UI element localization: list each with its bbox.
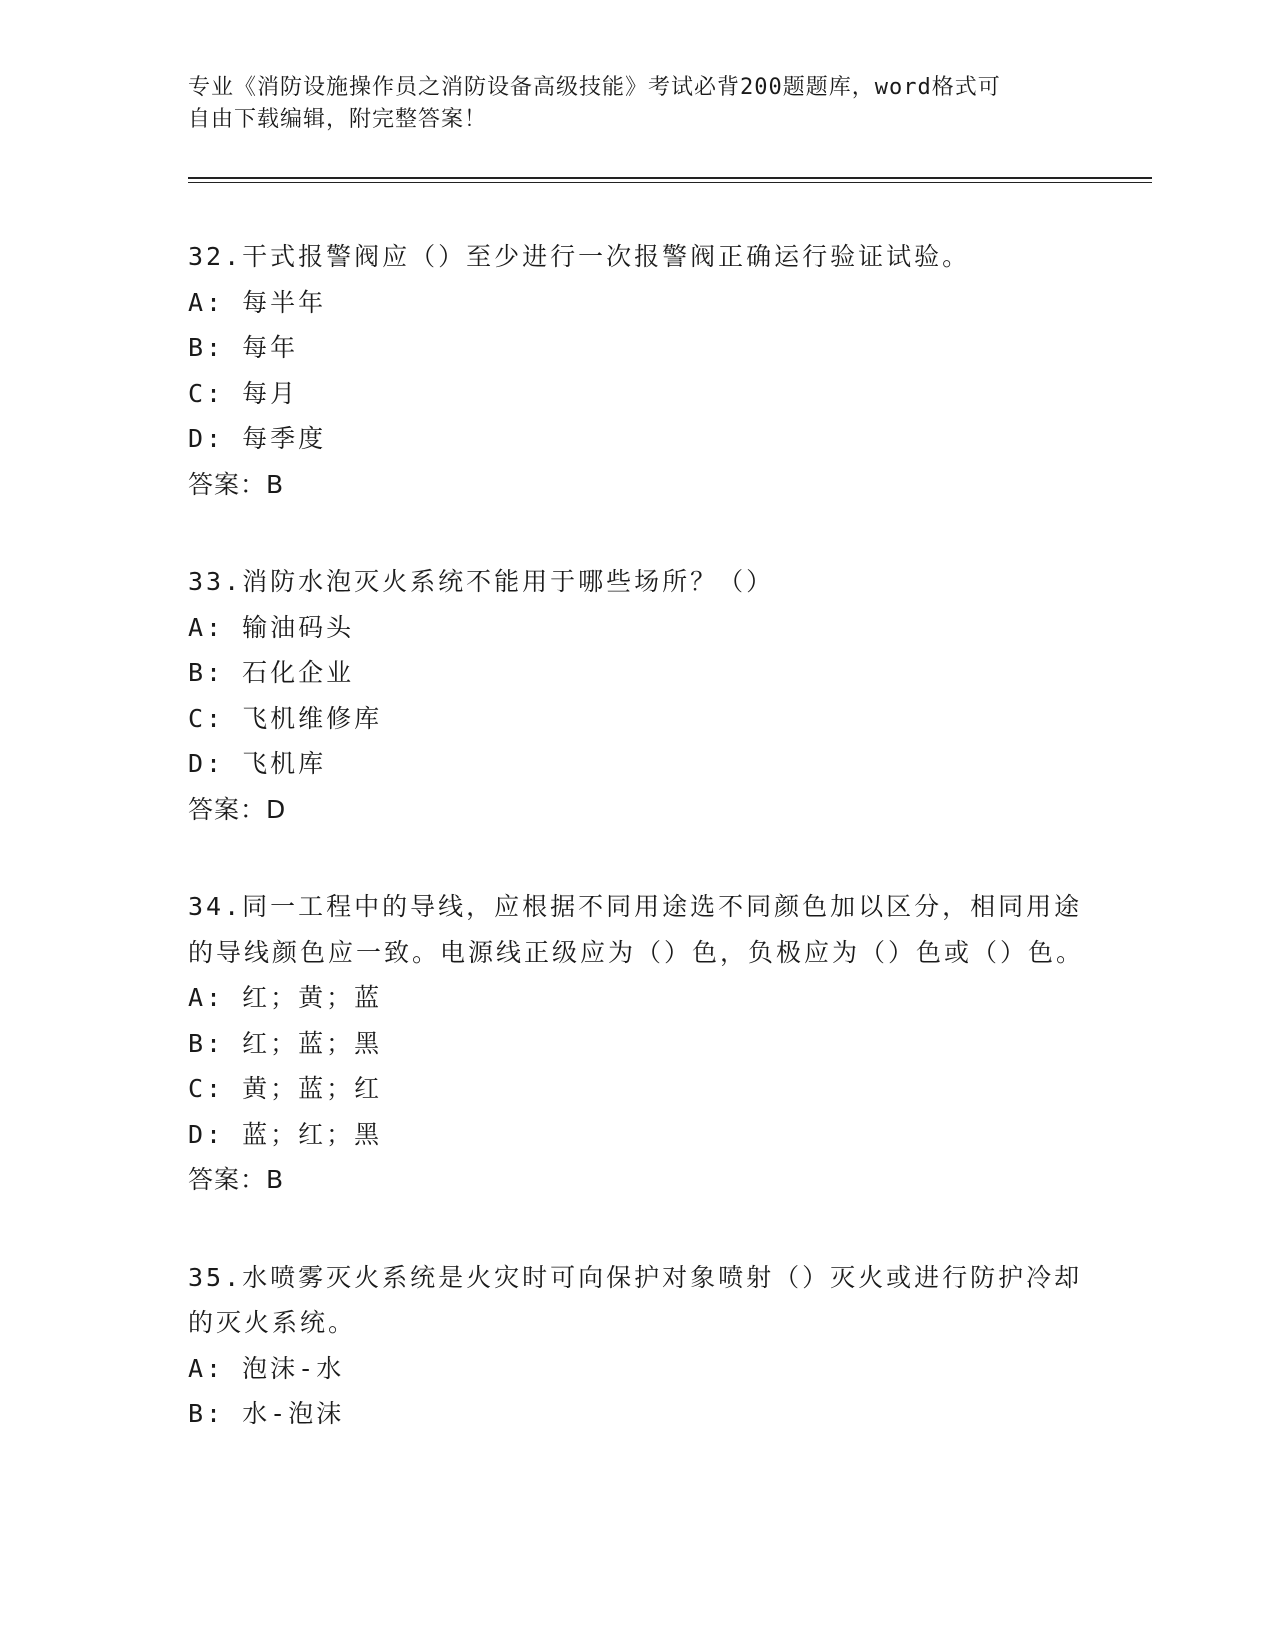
option-a: A: 红；黄；蓝 [188,983,383,1012]
header-line-2: 自由下载编辑，附完整答案！ [188,107,488,132]
option-b: B: 水-泡沫 [188,1399,345,1428]
header-divider [188,177,1152,183]
question-35 [188,1255,1088,1437]
question-list [188,234,1088,1489]
answer-line: 答案：D [188,794,287,824]
answer-line: 答案：B [188,1165,285,1194]
option-c: C: 飞机维修库 [188,703,383,733]
option-a: A: 每半年 [188,287,327,317]
option-d: D: 每季度 [188,424,327,453]
option-b: B: 每年 [188,333,299,362]
option-a: A: 输油码头 [188,612,355,642]
header-line-1: 专业《消防设施操作员之消防设备高级技能》考试必背200题题库，word格式可 [188,75,1001,100]
option-c: C: 每月 [188,378,299,408]
question-33 [188,559,1088,832]
option-d: D: 飞机库 [188,749,327,778]
option-d: D: 蓝；红；黑 [188,1119,383,1149]
option-b: B: 石化企业 [188,658,355,687]
question-text: 32.干式报警阀应（）至少进行一次报警阀正确运行验证试验。 [188,242,971,271]
question-32 [188,234,1088,507]
option-a: A: 泡沫-水 [188,1353,345,1383]
question-text: 34.同一工程中的导线，应根据不同用途选不同颜色加以区分，相同用途的导线颜色应一致。电源线正级应为（）色，负极应为（）色或（）色。 [188,892,1085,967]
document-header [188,72,1088,136]
question-text: 33.消防水泡灭火系统不能用于哪些场所？（） [188,567,775,596]
option-c: C: 黄；蓝；红 [188,1074,383,1103]
question-34 [188,884,1088,1203]
question-text: 35.水喷雾灭火系统是火灾时可向保护对象喷射（）灭火或进行防护冷却的灭火系统。 [188,1262,1083,1337]
option-b: B: 红；蓝；黑 [188,1028,383,1058]
answer-line: 答案：B [188,469,285,499]
